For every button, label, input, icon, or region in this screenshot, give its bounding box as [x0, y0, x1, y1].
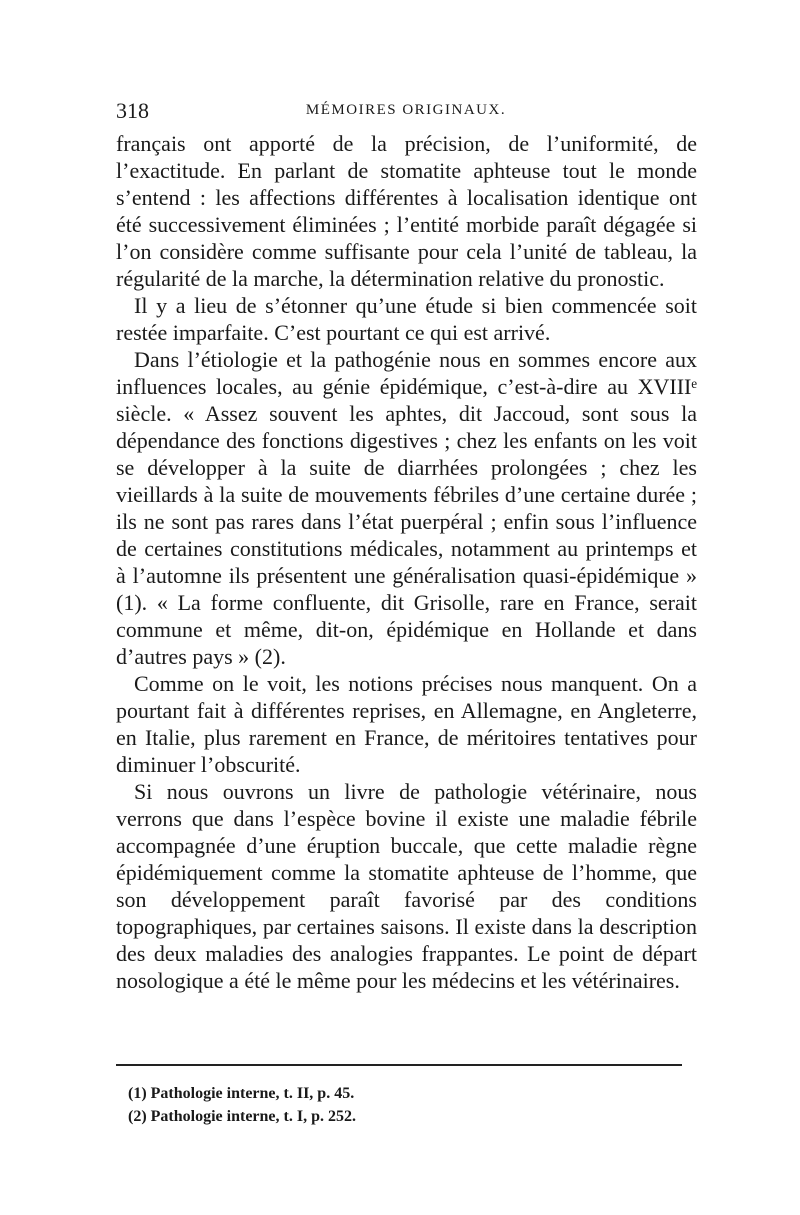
page-header: [116, 98, 696, 128]
footnote: (1) Pathologie interne, t. II, p. 45.: [128, 1085, 355, 1102]
paragraph: Il y a lieu de s’étonner qu’une étude si bien commencée soit restée imparfaite. C’est pourtant ce qui est arrivé.: [116, 293, 697, 345]
paragraph-continued: français ont apporté de la précision, de l’uniformité, de l’exactitude. En parlant de stomatite aphteuse tout le monde s’entend : les affections différentes à localisation identique ont été successivement éliminées ; l’entité morbide paraît dégagée si l’on considère comme suffisante pour cela l’unité de tableau, la régularité de la marche, la détermination relative du pronostic.: [116, 131, 697, 291]
body-text: [116, 130, 697, 994]
paragraph: Comme on le voit, les notions précises nous manquent. On a pourtant fait à différentes reprises, en Allemagne, en Angleterre, en Italie, plus rarement en France, de méritoires tentatives pour diminuer l’obscurité.: [116, 671, 697, 777]
footnote: (2) Pathologie interne, t. I, p. 252.: [128, 1108, 356, 1125]
paragraph: Dans l’étiologie et la pathogénie nous en sommes encore aux influences locales, au génie épidémique, c’est-à-dire au XVIIIᵉ siècle. « Assez souvent les aphtes, dit Jaccoud, sont sous la dépendance des fonctions digestives ; chez les enfants on les voit se développer à la suite de diarrhées prolongées ; chez les vieillards à la suite de mouvements fébriles d’une certaine durée ; ils ne sont pas rares dans l’état puerpéral ; enfin sous l’influence de certaines constitutions médicales, notamment au printemps et à l’automne ils présentent une généralisation quasi-épidémique » (1). « La forme confluente, dit Grisolle, rare en France, serait commune et même, dit-on, épidémique en Hollande et dans d’autres pays » (2).: [116, 347, 697, 669]
paragraph: Si nous ouvrons un livre de pathologie vétérinaire, nous verrons que dans l’espèce bovine il existe une maladie fébrile accompagnée d’une éruption buccale, que cette maladie règne épidémiquement comme la stomatite aphteuse de l’homme, que son développement paraît favorisé par des conditions topographiques, par certaines saisons. Il existe dans la description des deux maladies des analogies frappantes. Le point de départ nosologique a été le même pour les médecins et les vétérinaires.: [116, 779, 697, 993]
page-number: 318: [116, 98, 149, 123]
running-head: MÉMOIRES ORIGINAUX.: [305, 102, 507, 118]
footnote-divider: [116, 1064, 682, 1066]
footnotes: [128, 1082, 688, 1128]
